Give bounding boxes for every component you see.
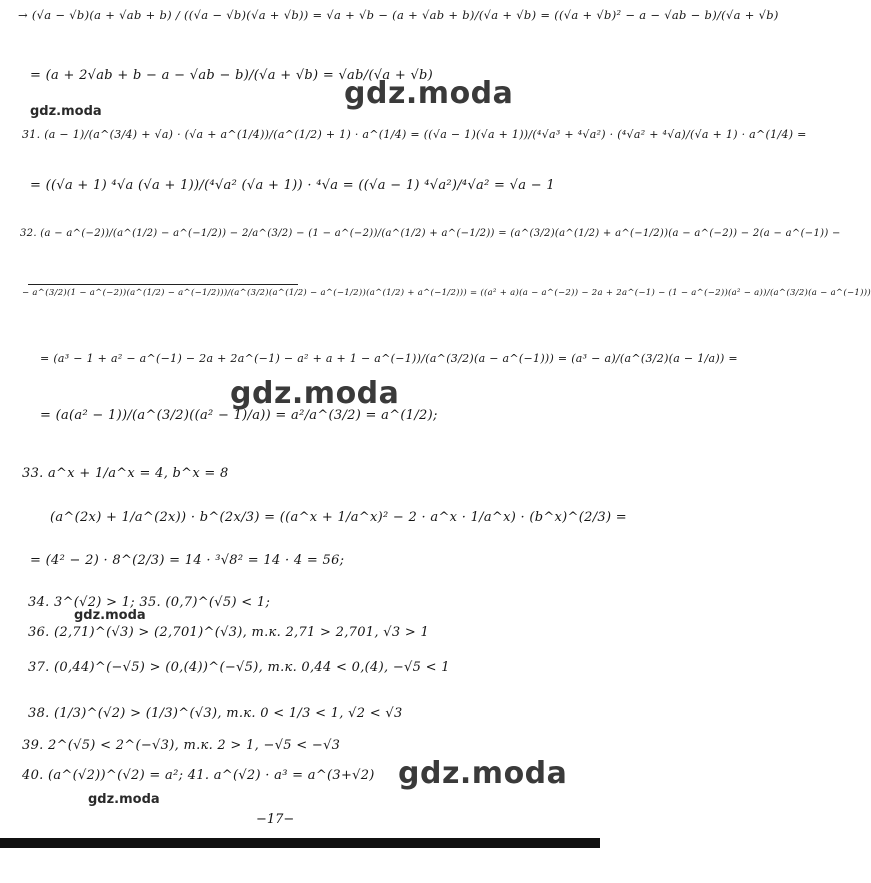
- exercise-40-41: 40. (a^(√2))^(√2) = a²; 41. a^(√2) · a³ = a^(3+√2): [22, 768, 375, 783]
- exercise-36: 36. (2,71)^(√3) > (2,701)^(√3), т.к. 2,71 > 2,701, √3 > 1: [28, 625, 430, 640]
- scan-edge-bar: [0, 838, 600, 848]
- exercise-34-35: 34. 3^(√2) > 1; 35. (0,7)^(√5) < 1;: [28, 595, 271, 610]
- watermark: gdz.moda: [344, 76, 514, 111]
- exercise-32-result: = (a(a² − 1))/(a^(3/2)((a² − 1)/a)) = a²/a^(3/2) = a^(1/2);: [40, 408, 438, 423]
- exercise-31-continued: = ((√a + 1) ⁴√a (√a + 1))/(⁴√a² (√a + 1)) · ⁴√a = ((√a − 1) ⁴√a²)/⁴√a² = √a − 1: [30, 178, 555, 193]
- exercise-32-continued: − a^(3/2)(1 − a^(−2))(a^(1/2) − a^(−1/2)))/(a^(3/2)(a^(1/2) − a^(−1/2))(a^(1/2) + a^(−1/2))) = ((a² + a)(a − a^(−2)) − 2a + 2a^(−1) − (1 − a^(−2))(a² − a))/(a^(3/2)(a − a^(−1))): [22, 288, 871, 298]
- exercise-32-continued: = (a³ − 1 + a² − a^(−1) − 2a + 2a^(−1) − a² + a + 1 − a^(−1))/(a^(3/2)(a − a^(−1))) = (a³ − a)/(a^(3/2)(a − 1/a)) =: [40, 352, 738, 365]
- watermark: gdz.moda: [30, 104, 102, 119]
- watermark: gdz.moda: [88, 792, 160, 807]
- watermark: gdz.moda: [398, 756, 568, 791]
- exercise-37: 37. (0,44)^(−√5) > (0,(4))^(−√5), т.к. 0,44 < 0,(4), −√5 < 1: [28, 660, 450, 675]
- fraction-rule: [28, 284, 298, 285]
- exercise-39: 39. 2^(√5) < 2^(−√3), т.к. 2 > 1, −√5 < −√3: [22, 738, 341, 753]
- solution-line: = (a + 2√ab + b − a − √ab − b)/(√a + √b) = √ab/(√a + √b): [30, 68, 434, 83]
- solution-line: → (√a − √b)(a + √ab + b) / ((√a − √b)(√a + √b)) = √a + √b − (a + √ab + b)/(√a + √b) = ((√a + √b)² − a − √ab − b)/(√a + √b): [18, 8, 779, 22]
- exercise-33-continued: (a^(2x) + 1/a^(2x)) · b^(2x/3) = ((a^x + 1/a^x)² − 2 · a^x · 1/a^x) · (b^x)^(2/3) =: [50, 510, 627, 525]
- watermark: gdz.moda: [230, 376, 400, 411]
- exercise-32: 32. (a − a^(−2))/(a^(1/2) − a^(−1/2)) − 2/a^(3/2) − (1 − a^(−2))/(a^(1/2) + a^(−1/2)) = (a^(3/2)(a^(1/2) + a^(−1/2))(a − a^(−2)) − 2(a − a^(−1)) −: [20, 228, 841, 239]
- exercise-31: 31. (a − 1)/(a^(3/4) + √a) · (√a + a^(1/4))/(a^(1/2) + 1) · a^(1/4) = ((√a − 1)(√a + 1))/(⁴√a³ + ⁴√a²) · (⁴√a² + ⁴√a)/(√a + 1) · a^(1/4) =: [22, 128, 807, 141]
- page-number: −17−: [256, 812, 295, 827]
- exercise-33: 33. a^x + 1/a^x = 4, b^x = 8: [22, 466, 229, 481]
- exercise-33-result: = (4² − 2) · 8^(2/3) = 14 · ³√8² = 14 · 4 = 56;: [30, 553, 345, 568]
- watermark: gdz.moda: [74, 608, 146, 623]
- exercise-38: 38. (1/3)^(√2) > (1/3)^(√3), т.к. 0 < 1/3 < 1, √2 < √3: [28, 706, 403, 721]
